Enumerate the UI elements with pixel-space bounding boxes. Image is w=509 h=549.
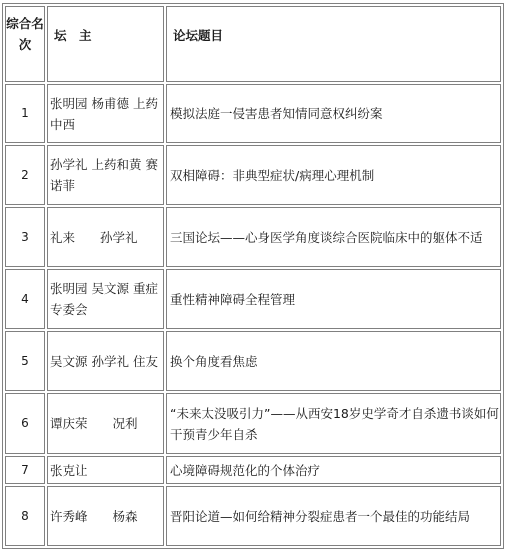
- topic-cell: 三国论坛——心身医学角度谈综合医院临床中的躯体不适: [166, 207, 501, 267]
- table-row: [5, 269, 501, 329]
- rank-cell: 1: [5, 84, 45, 143]
- rank-cell: 7: [5, 456, 45, 484]
- header-topic: 论坛题目: [166, 6, 501, 82]
- table-row: [5, 331, 501, 391]
- hosts-cell: 张克让: [47, 456, 164, 484]
- topic-cell: 晋阳论道—如何给精神分裂症患者一个最佳的功能结局: [166, 486, 501, 546]
- table-row: [5, 207, 501, 267]
- table-header-row: [5, 6, 501, 82]
- table-row: [5, 486, 501, 546]
- hosts-cell: 张明园 杨甫德 上药中西: [47, 84, 164, 143]
- table-row: [5, 145, 501, 205]
- topic-cell: 双相障碍：非典型症状/病理心理机制: [166, 145, 501, 205]
- hosts-cell: 张明园 吴文源 重症专委会: [47, 269, 164, 329]
- topic-cell: “未来太没吸引力”——从西安18岁史学奇才自杀遗书谈如何干预青少年自杀: [166, 393, 501, 454]
- forum-ranking-table: [2, 3, 504, 549]
- hosts-cell: 吴文源 孙学礼 住友: [47, 331, 164, 391]
- table-row: [5, 84, 501, 143]
- rank-cell: 8: [5, 486, 45, 546]
- rank-cell: 5: [5, 331, 45, 391]
- table-row: [5, 456, 501, 484]
- rank-cell: 3: [5, 207, 45, 267]
- topic-cell: 换个角度看焦虑: [166, 331, 501, 391]
- rank-cell: 2: [5, 145, 45, 205]
- topic-cell: 重性精神障碍全程管理: [166, 269, 501, 329]
- hosts-cell: 许秀峰 杨森: [47, 486, 164, 546]
- header-hosts: 坛 主: [47, 6, 164, 82]
- header-rank: 综合名次: [5, 6, 45, 82]
- hosts-cell: 礼来 孙学礼: [47, 207, 164, 267]
- topic-cell: 心境障碍规范化的个体治疗: [166, 456, 501, 484]
- table-row: [5, 393, 501, 454]
- rank-cell: 4: [5, 269, 45, 329]
- rank-cell: 6: [5, 393, 45, 454]
- hosts-cell: 孙学礼 上药和黄 赛诺菲: [47, 145, 164, 205]
- topic-cell: 模拟法庭一侵害患者知情同意权纠纷案: [166, 84, 501, 143]
- hosts-cell: 谭庆荣 况利: [47, 393, 164, 454]
